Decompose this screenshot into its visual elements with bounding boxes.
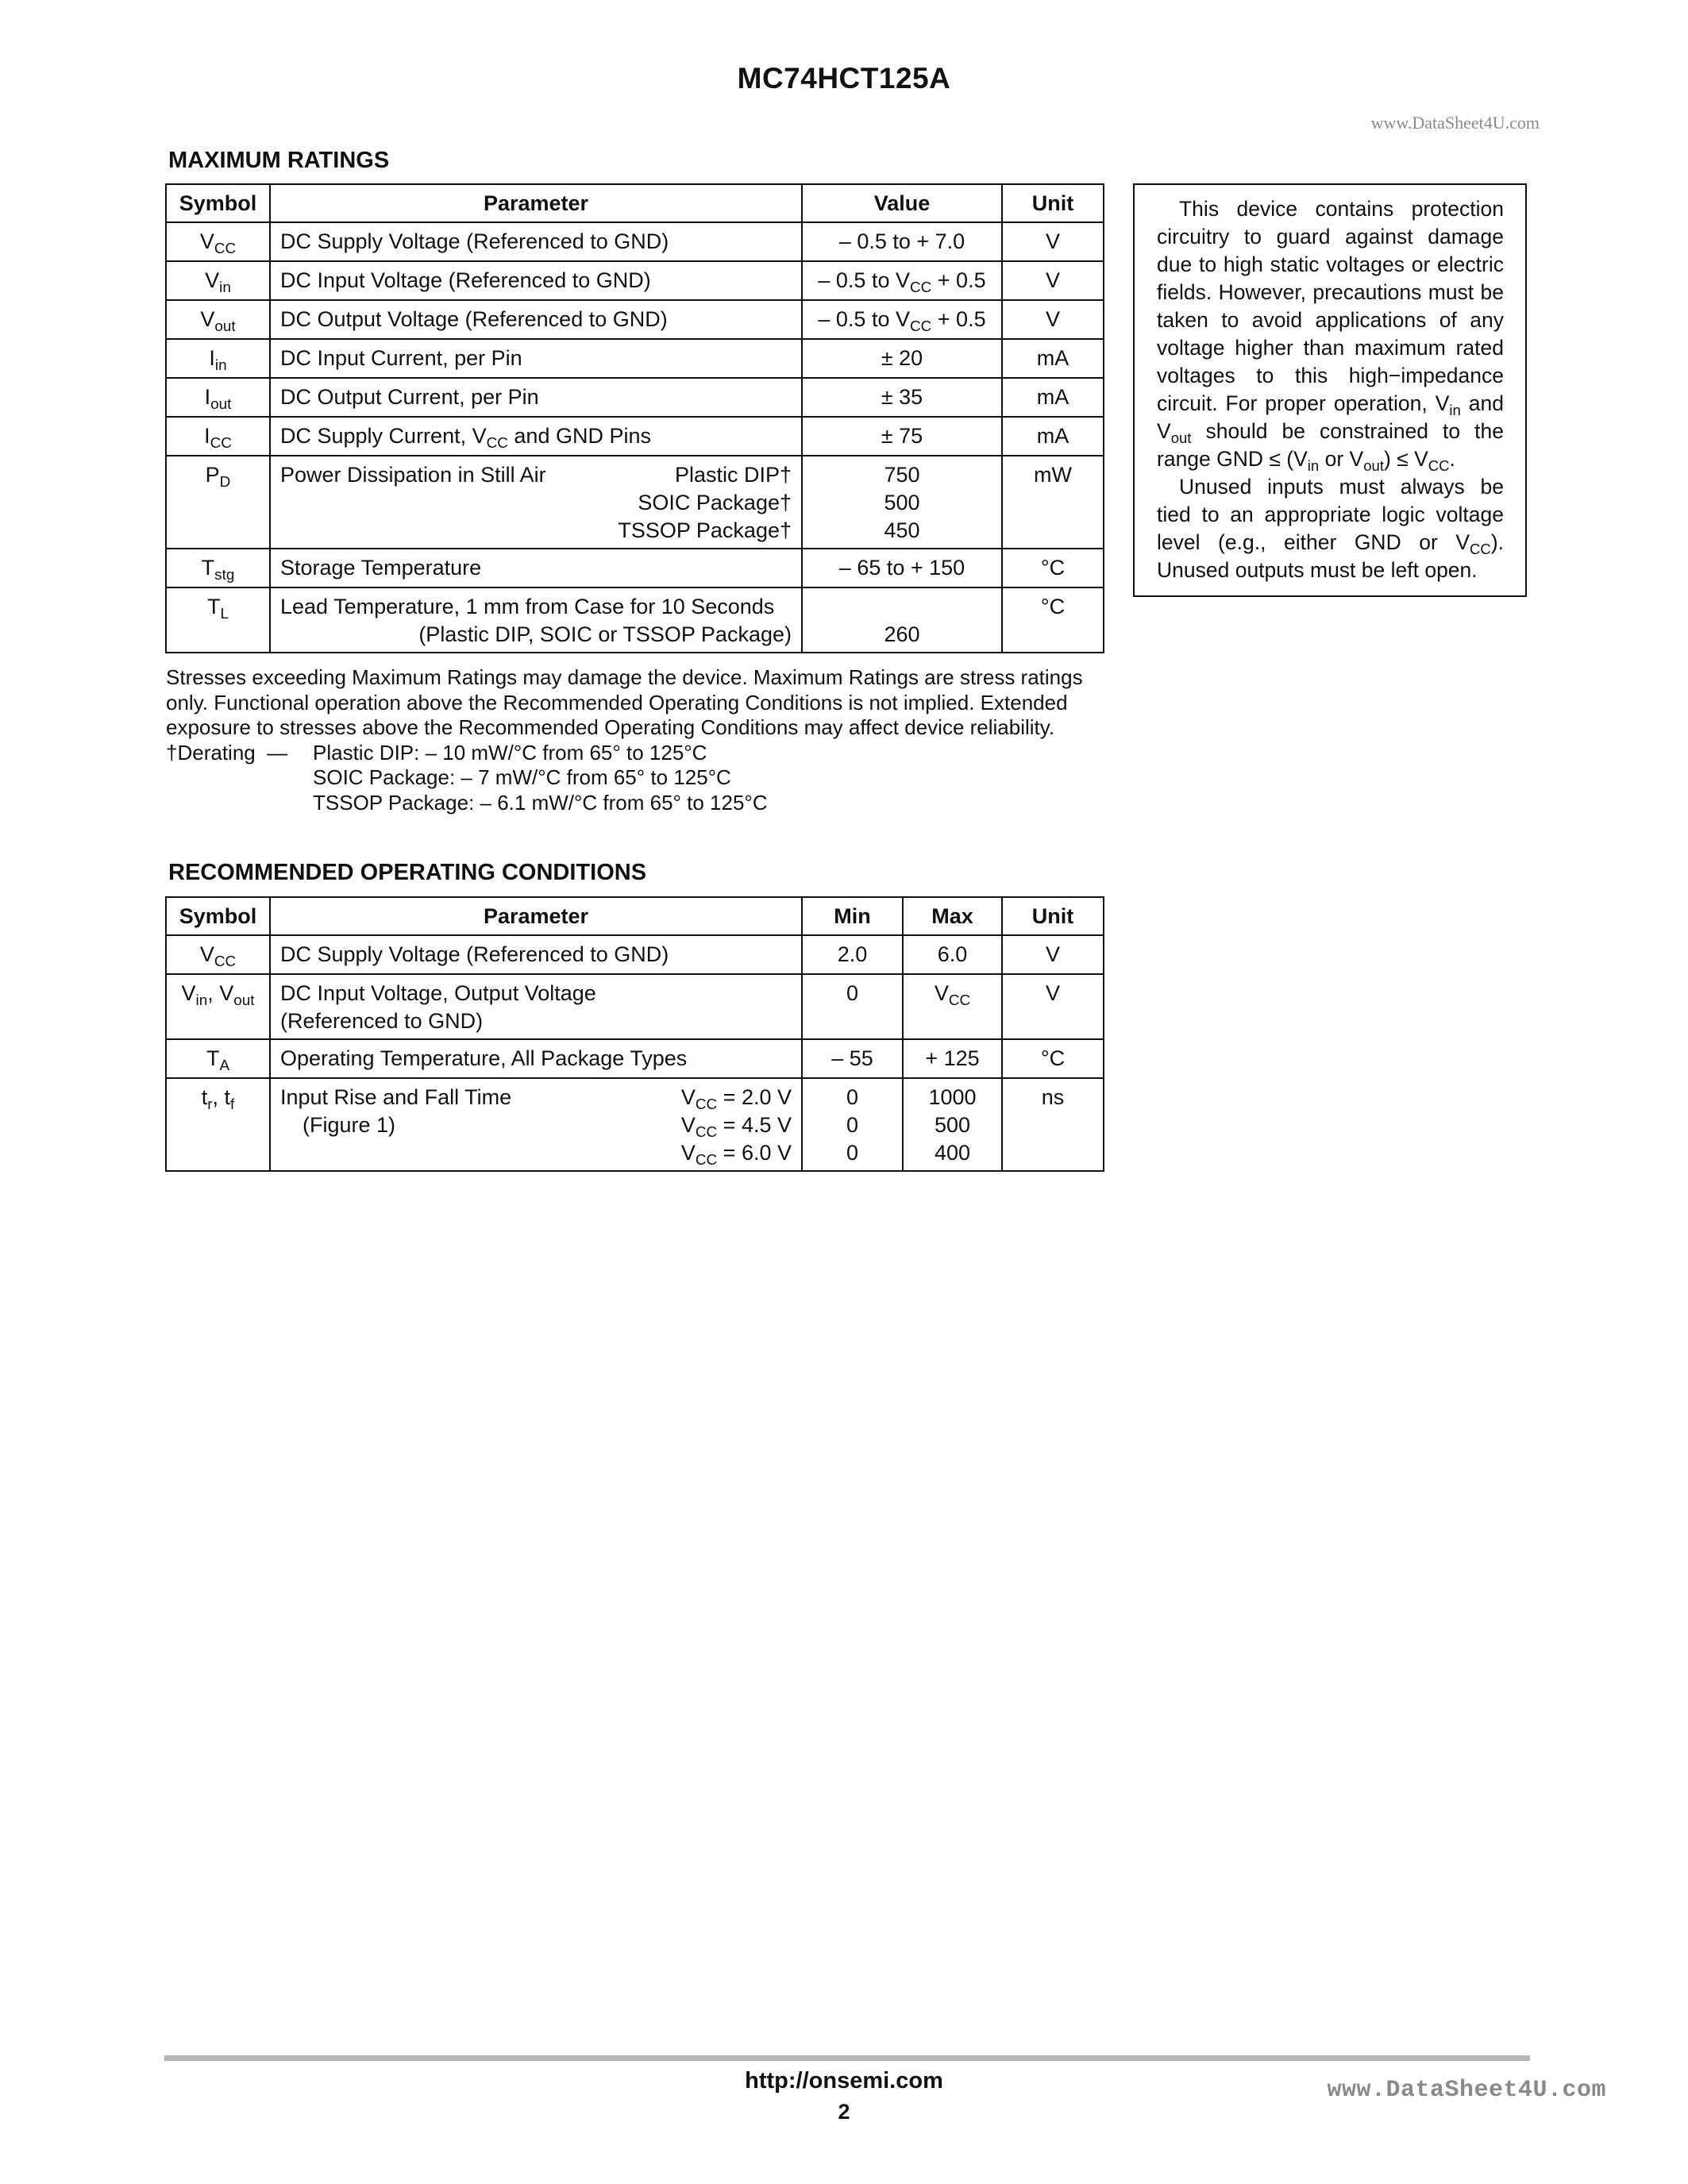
symbol-cell: $I_{CC}$ bbox=[166, 417, 270, 456]
parameter-cell: DC Input Current, per Pin bbox=[270, 339, 802, 378]
page-number: 2 bbox=[838, 2100, 850, 2124]
value-line: 260 bbox=[884, 622, 920, 646]
parameter-line: DC Input Voltage, Output Voltage bbox=[280, 981, 596, 1005]
parameter-cell: DC Input Voltage (Referenced to GND) bbox=[270, 261, 802, 300]
header-unit: Unit bbox=[1002, 184, 1104, 222]
unit-cell: V bbox=[1002, 222, 1104, 261]
value-cell bbox=[802, 456, 1002, 549]
parameter-cell: DC Output Voltage (Referenced to GND) bbox=[270, 300, 802, 339]
header-unit: Unit bbox=[1002, 897, 1104, 935]
max-cell: 6.0 bbox=[903, 935, 1002, 974]
table-row bbox=[166, 1039, 1104, 1078]
unit-cell: V bbox=[1002, 300, 1104, 339]
unit-cell: mA bbox=[1002, 417, 1104, 456]
derating-label: †Derating — bbox=[166, 740, 288, 765]
footer-url-link[interactable]: http://onsemi.com bbox=[745, 2068, 943, 2093]
derating-line: SOIC Package: – 7 mW/°C from 65° to 125°C bbox=[313, 765, 731, 789]
value-cell: – 0.5 to $V_{CC} + 0.5$ bbox=[802, 261, 1002, 300]
parameter-line: (Plastic DIP, SOIC or TSSOP Package) bbox=[418, 622, 792, 646]
parameter-line: Input Rise and Fall Time bbox=[280, 1085, 512, 1109]
parameter-line: (Figure 1) bbox=[303, 1113, 396, 1137]
table-row bbox=[166, 456, 1104, 549]
value-line: 450 bbox=[884, 518, 920, 542]
document-title: MC74HCT125A bbox=[737, 62, 951, 94]
symbol-cell: $T_A$ bbox=[166, 1039, 270, 1078]
unit-cell: V bbox=[1002, 261, 1104, 300]
unit-cell: V bbox=[1002, 935, 1104, 974]
table-row bbox=[166, 1078, 1104, 1171]
parameter-cell bbox=[270, 974, 802, 1039]
package-label: SOIC Package† bbox=[638, 491, 792, 514]
value-line: 500 bbox=[884, 491, 920, 514]
unit-cell: mW bbox=[1002, 456, 1104, 549]
symbol-cell: $I_{out}$ bbox=[166, 378, 270, 417]
derating-line: TSSOP Package: – 6.1 mW/°C from 65° to 125°C bbox=[313, 790, 768, 815]
min-line: 0 bbox=[846, 1085, 859, 1109]
table-row bbox=[166, 417, 1104, 456]
table-row bbox=[166, 300, 1104, 339]
unit-cell: mA bbox=[1002, 339, 1104, 378]
table-row bbox=[166, 261, 1104, 300]
protection-paragraph: This device contains protection circuitry to guard against damage due to high static voltages or electric fields. However, precautions must be taken to avoid applications of any voltage higher than maximum rated voltages to this high−impedance circuit. For proper operation, $V_{in}$ and $V_{out}$ should be constrained to the range GND ≤ ($V_{in}$ or $V_{out}) \le V_{CC}$. bbox=[1157, 197, 1505, 474]
unit-cell: °C bbox=[1002, 549, 1104, 587]
derating-line: Plastic DIP: – 10 mW/°C from 65° to 125°C bbox=[313, 740, 707, 765]
pd-parameter-label: Power Dissipation in Still Air bbox=[280, 463, 546, 487]
min-line: 0 bbox=[846, 1113, 859, 1137]
unused-inputs-paragraph: Unused inputs must always be tied to an appropriate logic voltage level (e.g., either GND or $V_{CC}$). Unused outputs must be left open. bbox=[1157, 475, 1504, 582]
table-row bbox=[166, 222, 1104, 261]
parameter-line: Lead Temperature, 1 mm from Case for 10 Seconds bbox=[280, 595, 775, 618]
symbol-cell: $V_{in}$, $V_{out}$ bbox=[166, 974, 270, 1039]
value-cell: ± 20 bbox=[802, 339, 1002, 378]
unit-cell: °C bbox=[1002, 587, 1104, 653]
max-cell: + 125 bbox=[903, 1039, 1002, 1078]
unit-cell: ns bbox=[1002, 1078, 1104, 1171]
value-cell: ± 35 bbox=[802, 378, 1002, 417]
parameter-cell bbox=[270, 1078, 802, 1171]
symbol-cell: $I_{in}$ bbox=[166, 339, 270, 378]
value-cell: – 65 to + 150 bbox=[802, 549, 1002, 587]
header-parameter: Parameter bbox=[270, 897, 802, 935]
max-line: 1000 bbox=[928, 1085, 977, 1109]
min-cell: – 55 bbox=[802, 1039, 903, 1078]
watermark-top[interactable]: www.DataSheet4U.com bbox=[1370, 113, 1540, 133]
min-cell bbox=[802, 1078, 903, 1171]
package-label: Plastic DIP† bbox=[674, 463, 792, 487]
parameter-cell: DC Supply Current, $V_{CC}$ and GND Pins bbox=[270, 417, 802, 456]
value-cell: – 0.5 to $V_{CC} + 0.5$ bbox=[802, 300, 1002, 339]
condition-list bbox=[681, 1084, 792, 1167]
derating-note bbox=[166, 741, 1103, 816]
rec-conditions-table bbox=[165, 896, 1104, 1172]
symbol-cell: $T_{stg}$ bbox=[166, 549, 270, 587]
header-symbol: Symbol bbox=[166, 184, 270, 222]
table-row bbox=[166, 549, 1104, 587]
parameter-cell: DC Output Current, per Pin bbox=[270, 378, 802, 417]
header-min: Min bbox=[802, 897, 903, 935]
header-max: Max bbox=[903, 897, 1002, 935]
value-cell: – 0.5 to + 7.0 bbox=[802, 222, 1002, 261]
symbol-cell: $T_L$ bbox=[166, 587, 270, 653]
max-ratings-table bbox=[165, 183, 1104, 653]
parameter-cell: DC Supply Voltage (Referenced to GND) bbox=[270, 222, 802, 261]
value-cell bbox=[802, 587, 1002, 653]
symbol-cell: $V_{CC}$ bbox=[166, 222, 270, 261]
max-cell: $V_{CC}$ bbox=[903, 974, 1002, 1039]
header-value: Value bbox=[802, 184, 1002, 222]
stress-note: Stresses exceeding Maximum Ratings may damage the device. Maximum Ratings are stress ratings only. Functional operation above the Recommended Operating Conditions is not implied. Extended exposure to stresses above the Recommended Operating Conditions may affect device reliability. bbox=[166, 665, 1083, 739]
unit-cell: mA bbox=[1002, 378, 1104, 417]
table-header-row bbox=[166, 184, 1104, 222]
value-cell: ± 75 bbox=[802, 417, 1002, 456]
ratings-notes bbox=[166, 665, 1103, 815]
condition-line: $V_{CC} = 6.0$ V bbox=[680, 1141, 792, 1169]
symbol-cell: $V_{CC}$ bbox=[166, 935, 270, 974]
table-row bbox=[166, 378, 1104, 417]
condition-line: $V_{CC} = 4.5$ V bbox=[680, 1113, 792, 1142]
parameter-cell: Operating Temperature, All Package Types bbox=[270, 1039, 802, 1078]
protection-note-box bbox=[1133, 183, 1527, 597]
condition-line: $V_{CC} = 2.0$ V bbox=[680, 1085, 792, 1114]
symbol-cell: $V_{out}$ bbox=[166, 300, 270, 339]
max-line: 500 bbox=[934, 1113, 971, 1137]
table-row bbox=[166, 974, 1104, 1039]
symbol-cell: $P_D$ bbox=[166, 456, 270, 549]
max-line: 400 bbox=[934, 1141, 971, 1165]
symbol-cell: $t_r$, $t_f$ bbox=[166, 1078, 270, 1171]
package-label: TSSOP Package† bbox=[618, 518, 792, 542]
max-ratings-title: MAXIMUM RATINGS bbox=[168, 148, 390, 173]
parameter-cell: Storage Temperature bbox=[270, 549, 802, 587]
symbol-cell: $V_{in}$ bbox=[166, 261, 270, 300]
min-cell: 0 bbox=[802, 974, 903, 1039]
table-row bbox=[166, 935, 1104, 974]
unit-cell: °C bbox=[1002, 1039, 1104, 1078]
rec-conditions-title: RECOMMENDED OPERATING CONDITIONS bbox=[168, 860, 647, 885]
package-list bbox=[618, 461, 792, 545]
value-line: 750 bbox=[884, 463, 920, 487]
table-header-row bbox=[166, 897, 1104, 935]
watermark-bottom[interactable]: www.DataSheet4U.com bbox=[1327, 2077, 1606, 2104]
max-cell bbox=[903, 1078, 1002, 1171]
parameter-cell bbox=[270, 456, 802, 549]
header-parameter: Parameter bbox=[270, 184, 802, 222]
unit-cell: V bbox=[1002, 974, 1104, 1039]
table-row bbox=[166, 587, 1104, 653]
parameter-line: (Referenced to GND) bbox=[280, 1009, 484, 1033]
min-line: 0 bbox=[846, 1141, 859, 1165]
parameter-cell: DC Supply Voltage (Referenced to GND) bbox=[270, 935, 802, 974]
table-row bbox=[166, 339, 1104, 378]
footer-divider bbox=[164, 2055, 1530, 2061]
parameter-cell bbox=[270, 587, 802, 653]
header-symbol: Symbol bbox=[166, 897, 270, 935]
min-cell: 2.0 bbox=[802, 935, 903, 974]
